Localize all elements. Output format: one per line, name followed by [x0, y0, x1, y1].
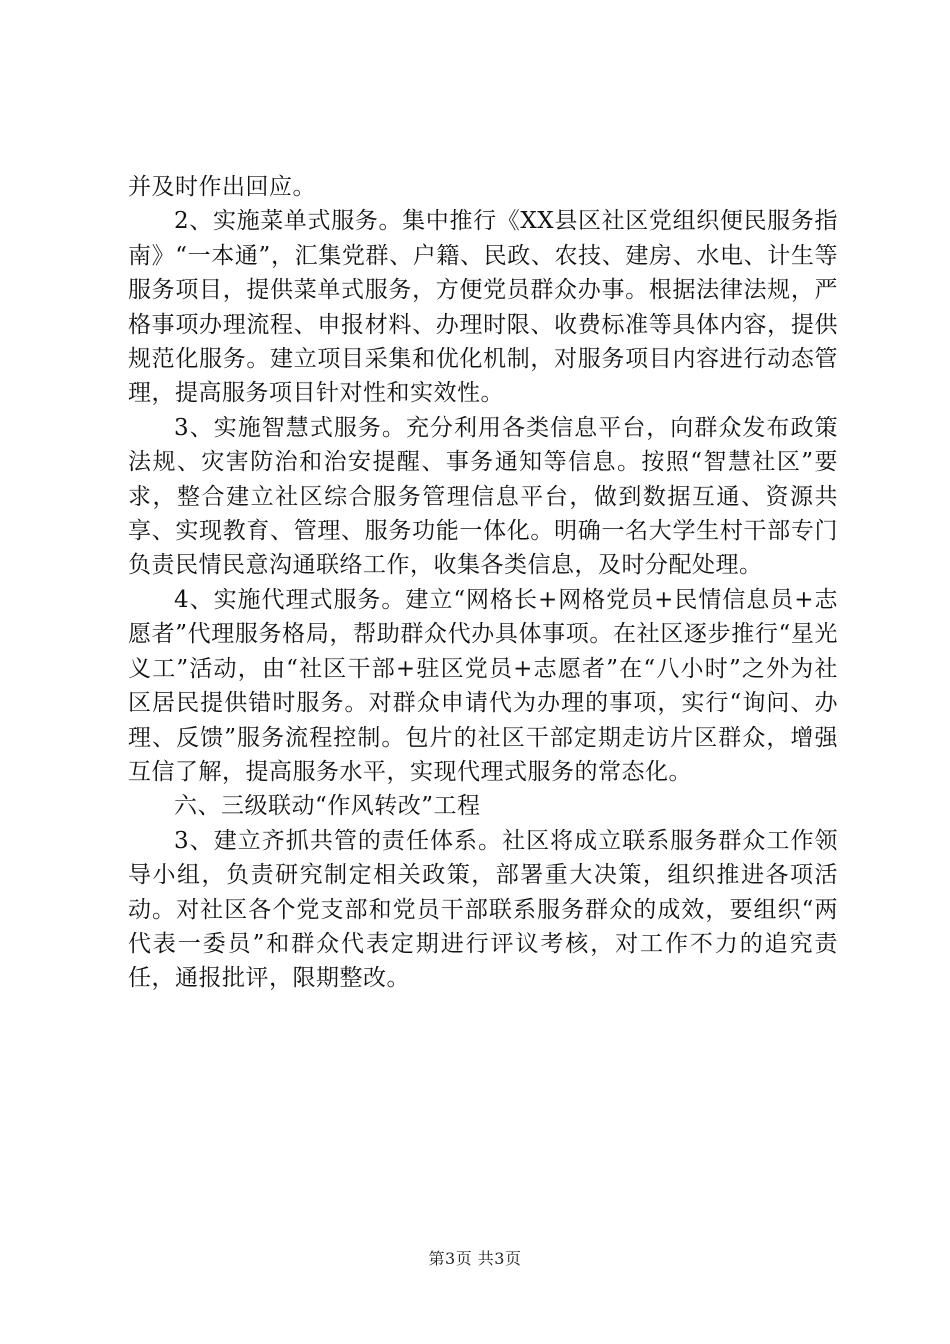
- page-footer: [0, 1246, 950, 1269]
- paragraph-smart-service: 3、实施智慧式服务。充分利用各类信息平台，向群众发布政策法规、灾害防治和治安提醒、事务通知等信息。按照“智慧社区”要求，整合建立社区综合服务管理信息平台，做到数据互通、资源共享、实现教育、管理、服务功能一体化。明确一名大学生村干部专门负责民情民意沟通联络工作，收集各类信息，及时分配处理。: [128, 414, 838, 579]
- paragraph-responsibility-system: 3、建立齐抓共管的责任体系。社区将成立联系服务群众工作领导小组，负责研究制定相关政策，部署重大决策，组织推进各项活动。对社区各个党支部和党员干部联系服务群众的成效，要组织“两代表一委员”和群众代表定期进行评议考核，对工作不力的追究责任，通报批评，限期整改。: [128, 827, 838, 992]
- section-heading: 六、三级联动“作风转改”工程: [174, 793, 481, 820]
- page-number: 第3页 共3页: [428, 1249, 522, 1268]
- paragraph-continuation: 并及时作出回应。: [128, 174, 316, 200]
- paragraph-menu-service: 2、实施菜单式服务。集中推行《XX县区社区党组织便民服务指南》“一本通”，汇集党群、户籍、民政、农技、建房、水电、计生等服务项目，提供菜单式服务，方便党员群众办事。根据法律法规，严格事项办理流程、申报材料、办理时限、收费标准等具体内容，提供规范化服务。建立项目采集和优化机制，对服务项目内容进行动态管理，提高服务项目针对性和实效性。: [128, 208, 838, 407]
- paragraph-agency-service: 4、实施代理式服务。建立“网格长+网格党员+民情信息员+志愿者”代理服务格局，帮助群众代办具体事项。在社区逐步推行“星光义工”活动，由“社区干部+驻区党员+志愿者”在“八小时”之外为社区居民提供错时服务。对群众申请代为办理的事项，实行“询问、办理、反馈”服务流程控制。包片的社区干部定期走访片区群众，增强互信了解，提高服务水平，实现代理式服务的常态化。: [128, 586, 838, 785]
- document-body: [128, 170, 838, 996]
